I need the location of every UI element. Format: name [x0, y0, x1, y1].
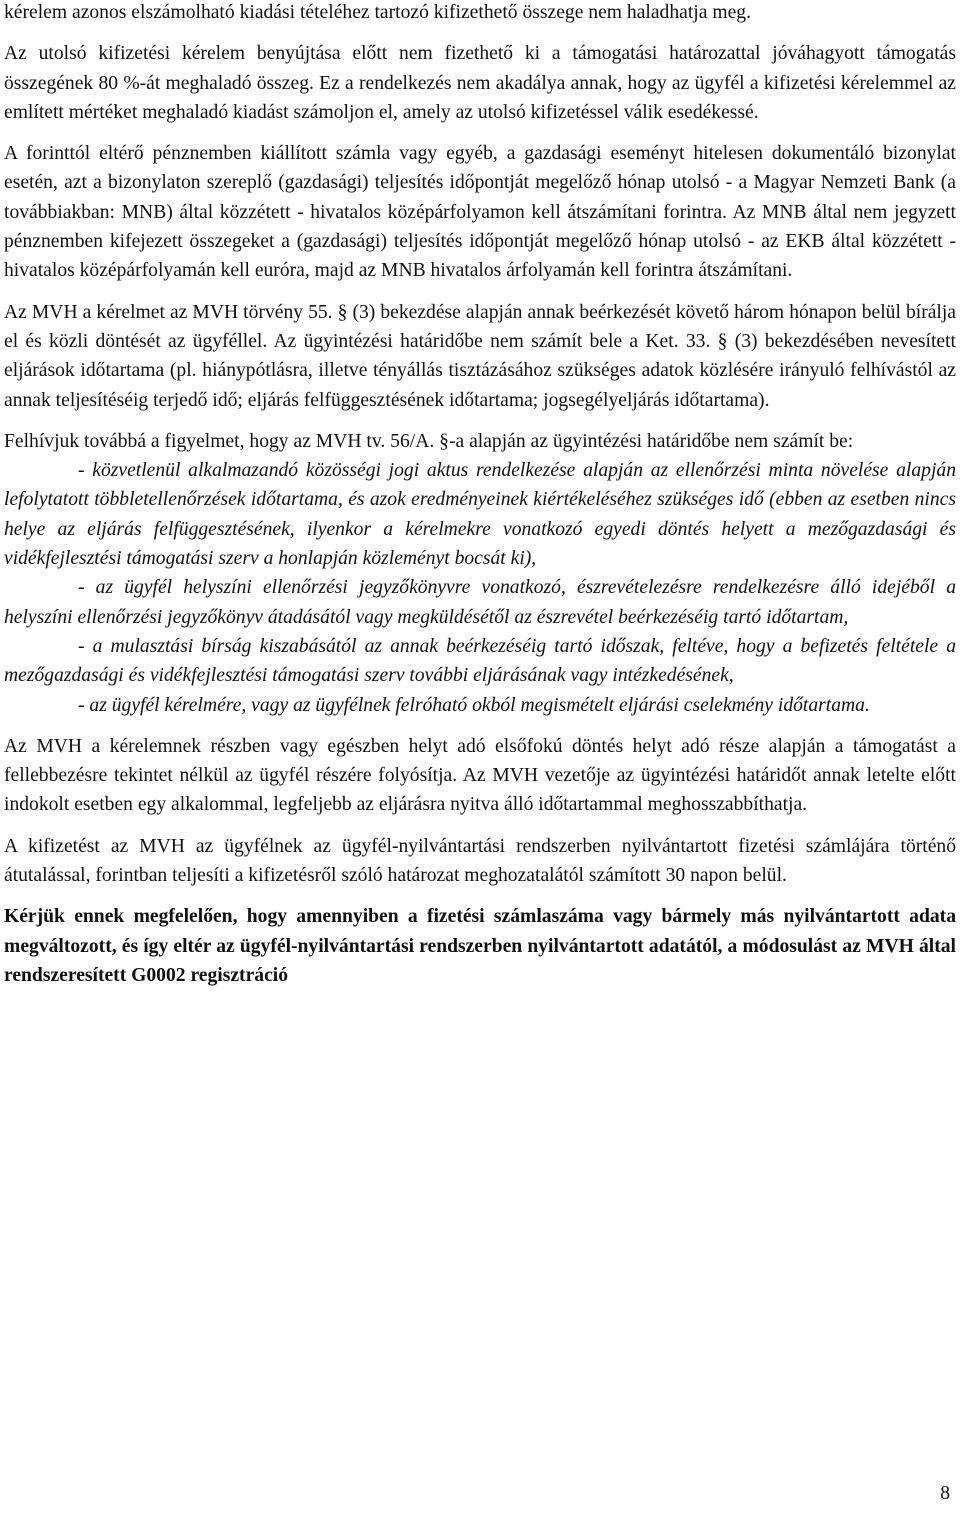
- italic-list-item: - a mulasztási bírság kiszabásától az annak beérkezéséig tartó időszak, feltéve, hogy a befizetés feltétele a mezőgazdasági és vidékfejlesztési támogatási szerv további eljárásának vagy intézkedésének,: [4, 635, 956, 687]
- italic-list: [4, 456, 956, 720]
- paragraph: A kifizetést az MVH az ügyfélnek az ügyfél-nyilvántartási rendszerben nyilvántartott fizetési számlájára történő átutalással, forintban teljesíti a kifizetésről szóló határozat meghozatalától számított 30 napon belül.: [4, 835, 956, 887]
- paragraph: kérelem azonos elszámolható kiadási tételéhez tartozó kifizethető összege nem haladhatja meg.: [4, 2, 751, 23]
- paragraph: Az MVH a kérelmet az MVH törvény 55. § (3) bekezdése alapján annak beérkezését követő három hónapon belül bírálja el és közli döntését az ügyféllel. Az ügyintézési határidőbe nem számít bele a Ket. 33. § (3) bekezdésében nevesített eljárások időtartama (pl. hiánypótlásra, illetve tényállás tisztázásához szükséges adatok közlésére irányuló felhívástól az annak teljesítéséig terjedő idő; eljárás felfüggesztésének időtartama; jogsegélyeljárás időtartama).: [4, 301, 956, 411]
- paragraph: Felhívjuk továbbá a figyelmet, hogy az MVH tv. 56/A. §-a alapján az ügyintézési határidőbe nem számít be:: [4, 430, 854, 452]
- italic-list-item: - az ügyfél kérelmére, vagy az ügyfélnek felróható okból megismételt eljárási cselekmény időtartama.: [78, 694, 870, 716]
- italic-list-item: - az ügyfél helyszíni ellenőrzési jegyzőkönyvre vonatkozó, észrevételezésre rendelkezésre álló idejéből a helyszíni ellenőrzési jegyzőkönyv átadásától vagy megküldésétől az észrevétel beérkezéséig tartó időtartam,: [4, 577, 956, 628]
- document-page: [4, 0, 956, 1002]
- paragraph: Az MVH a kérelemnek részben vagy egészben helyt adó elsőfokú döntés helyt adó része alapján a támogatást a fellebbezésre tekintet nélkül az ügyfél részére folyósítja. Az MVH vezetője az ügyintézési határidőt annak letelte előtt indokolt esetben egy alkalommal, legfeljebb az eljárásra nyitva álló időtartammal meghosszabbíthatja.: [4, 735, 956, 816]
- page-number: 8: [940, 1483, 950, 1504]
- italic-list-item: - közvetlenül alkalmazandó közösségi jogi aktus rendelkezése alapján az ellenőrzési minta növelése alapján lefolytatott többletellenőrzések időtartama, és azok eredményeinek kiértékeléséhez szükséges idő (ebben az esetben nincs helye az eljárás felfüggesztésének, ilyenkor a kérelmekre vonatkozó egyedi döntés helyett a mezőgazdasági és vidékfejlesztési támogatási szerv a honlapján közleményt bocsát ki),: [4, 460, 956, 570]
- paragraph: Az utolsó kifizetési kérelem benyújtása előtt nem fizethető ki a támogatási határozattal jóváhagyott támogatás összegének 80 %-át meghaladó összeg. Ez a rendelkezés nem akadálya annak, hogy az ügyfél a kifizetési kérelemmel az említett mértéket meghaladó kiadást számoljon el, amely az utolsó kifizetéssel válik esedékessé.: [4, 43, 956, 123]
- bold-notice-paragraph: Kérjük ennek megfelelően, hogy amennyiben a fizetési számlaszáma vagy bármely más nyilvántartott adata megváltozott, és így eltér az ügyfél-nyilvántartási rendszerben nyilvántartott adatától, a módosulást az MVH által rendszeresített G0002 regisztráció: [4, 906, 956, 986]
- paragraph: A forinttól eltérő pénznemben kiállított számla vagy egyéb, a gazdasági eseményt hitelesen dokumentáló bizonylat esetén, azt a bizonylaton szereplő (gazdasági) teljesítés időpontját megelőző hónap utolsó - a Magyar Nemzeti Bank (a továbbiakban: MNB) által közzétett - hivatalos középárfolyamon kell átszámítani forintra. Az MNB által nem jegyzett pénznemben kifejezett összegeket a (gazdasági) teljesítés időpontját megelőző hónap utolsó - az EKB által közzétett - hivatalos középárfolyamán kell euróra, majd az MNB hivatalos árfolyamán kell forintra átszámítani.: [4, 143, 956, 282]
